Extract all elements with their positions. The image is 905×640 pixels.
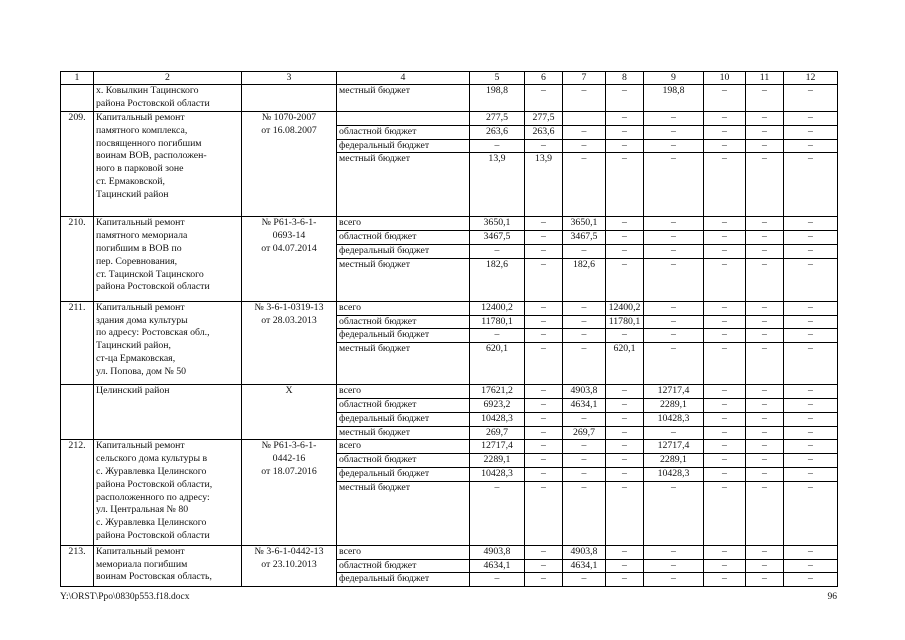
value-cell: – (525, 85, 563, 112)
row-number: 211. (61, 301, 94, 384)
value-cell: – (784, 440, 838, 454)
value-cell: – (746, 112, 784, 126)
value-cell: – (563, 301, 606, 315)
funding-source: федеральный бюджет (337, 573, 470, 587)
value-cell: – (746, 329, 784, 343)
value-cell: – (470, 329, 525, 343)
value-cell: – (746, 440, 784, 454)
document-ref: № Р61-3-6-1- 0442-16 от 18.07.2016 (242, 440, 337, 545)
object-name: Капитальный ремонт памятного комплекса, посвященного погибшим воинам ВОВ, расположен- ного в парковой зоне ст. Ермаковской, Тацинский район (94, 112, 242, 217)
value-cell: – (606, 125, 644, 139)
value-cell: 6923,2 (470, 398, 525, 412)
value-cell: – (563, 153, 606, 217)
value-cell: – (784, 343, 838, 385)
funding-source: всего (337, 440, 470, 454)
value-cell: – (606, 545, 644, 559)
value-cell: – (525, 301, 563, 315)
value-cell: – (644, 329, 704, 343)
value-cell: 263,6 (525, 125, 563, 139)
value-cell: – (644, 244, 704, 258)
row-number (61, 85, 94, 112)
row-number (61, 385, 94, 440)
value-cell: – (704, 545, 746, 559)
value-cell: – (704, 217, 746, 231)
value-cell: – (704, 153, 746, 217)
value-cell: – (746, 217, 784, 231)
value-cell: 4903,8 (563, 545, 606, 559)
value-cell: 3650,1 (470, 217, 525, 231)
value-cell: – (644, 343, 704, 385)
value-cell: – (525, 559, 563, 573)
value-cell: – (704, 426, 746, 440)
value-cell: – (606, 385, 644, 399)
value-cell: – (525, 315, 563, 329)
value-cell: 10428,3 (470, 412, 525, 426)
document-ref: № 3-6-1-0319-13 от 28.03.2013 (242, 301, 337, 384)
value-cell: – (644, 481, 704, 545)
value-cell: – (525, 258, 563, 301)
value-cell: – (746, 467, 784, 481)
value-cell: 10428,3 (644, 412, 704, 426)
value-cell: – (606, 329, 644, 343)
value-cell: – (784, 454, 838, 468)
value-cell: – (563, 125, 606, 139)
value-cell: – (746, 343, 784, 385)
document-ref: № 1070-2007 от 16.08.2007 (242, 112, 337, 217)
value-cell: – (563, 454, 606, 468)
value-cell: – (784, 412, 838, 426)
value-cell: – (746, 559, 784, 573)
funding-source: всего (337, 545, 470, 559)
value-cell: – (704, 385, 746, 399)
value-cell: – (606, 231, 644, 245)
value-cell: – (784, 217, 838, 231)
value-cell: 12717,4 (644, 440, 704, 454)
value-cell: – (746, 426, 784, 440)
col-header-7: 7 (563, 72, 606, 85)
value-cell: – (644, 301, 704, 315)
value-cell: – (784, 385, 838, 399)
value-cell: – (644, 153, 704, 217)
object-name: Капитальный ремонт сельского дома культуры в с. Журавлевка Целинского района Ростовской области, расположенного по адресу: ул. Центральная № 80 с. Журавлевка Целинского района Ростовской области (94, 440, 242, 545)
value-cell: 4634,1 (563, 559, 606, 573)
table-row (61, 301, 838, 315)
value-cell: 269,7 (563, 426, 606, 440)
value-cell: – (746, 412, 784, 426)
value-cell: 11780,1 (606, 315, 644, 329)
value-cell: – (525, 426, 563, 440)
value-cell: – (704, 112, 746, 126)
value-cell: 11780,1 (470, 315, 525, 329)
value-cell: – (606, 440, 644, 454)
value-cell: 4634,1 (470, 559, 525, 573)
value-cell: 182,6 (470, 258, 525, 301)
value-cell: – (746, 244, 784, 258)
value-cell: – (746, 315, 784, 329)
table-row (61, 440, 838, 454)
value-cell: – (704, 398, 746, 412)
value-cell: – (784, 545, 838, 559)
value-cell: 12717,4 (470, 440, 525, 454)
value-cell: – (784, 153, 838, 217)
col-header-12: 12 (784, 72, 838, 85)
value-cell: – (704, 454, 746, 468)
value-cell: – (704, 467, 746, 481)
value-cell: 13,9 (470, 153, 525, 217)
value-cell: – (704, 139, 746, 153)
col-header-3: 3 (242, 72, 337, 85)
funding-source: федеральный бюджет (337, 329, 470, 343)
value-cell: – (644, 559, 704, 573)
value-cell: – (606, 454, 644, 468)
table-row (61, 545, 838, 559)
table-row (61, 385, 838, 399)
value-cell: 620,1 (606, 343, 644, 385)
value-cell: – (746, 545, 784, 559)
value-cell: – (746, 301, 784, 315)
value-cell: 4634,1 (563, 398, 606, 412)
value-cell: 12717,4 (644, 385, 704, 399)
value-cell: – (644, 545, 704, 559)
document-ref: № Р61-3-6-1- 0693-14 от 04.07.2014 (242, 217, 337, 301)
value-cell: 620,1 (470, 343, 525, 385)
value-cell: – (644, 231, 704, 245)
value-cell: – (746, 398, 784, 412)
col-header-6: 6 (525, 72, 563, 85)
value-cell: – (525, 398, 563, 412)
value-cell: – (644, 112, 704, 126)
header-row (61, 72, 838, 85)
value-cell: – (784, 481, 838, 545)
value-cell: – (746, 573, 784, 587)
funding-source: местный бюджет (337, 426, 470, 440)
value-cell: – (644, 315, 704, 329)
value-cell: 182,6 (563, 258, 606, 301)
value-cell: 269,7 (470, 426, 525, 440)
col-header-4: 4 (337, 72, 470, 85)
value-cell: 12400,2 (470, 301, 525, 315)
value-cell: – (784, 559, 838, 573)
value-cell (563, 112, 606, 126)
value-cell: – (525, 385, 563, 399)
value-cell: – (704, 85, 746, 112)
value-cell: – (525, 545, 563, 559)
funding-source: федеральный бюджет (337, 139, 470, 153)
funding-source: областной бюджет (337, 454, 470, 468)
footer-file-path: Y:\ORST\Ppo\0830p553.f18.docx (60, 592, 190, 602)
value-cell: – (704, 412, 746, 426)
value-cell: – (784, 398, 838, 412)
value-cell: – (746, 125, 784, 139)
value-cell: – (784, 231, 838, 245)
value-cell: 3467,5 (563, 231, 606, 245)
value-cell: – (563, 440, 606, 454)
value-cell: 198,8 (470, 85, 525, 112)
value-cell: – (563, 481, 606, 545)
object-name: Капитальный ремонт здания дома культуры по адресу: Ростовская обл., Тацинский район, ст-ца Ермаковская, ул. Попова, дом № 50 (94, 301, 242, 384)
value-cell: 10428,3 (644, 467, 704, 481)
funding-source: федеральный бюджет (337, 467, 470, 481)
col-header-2: 2 (94, 72, 242, 85)
value-cell: – (470, 481, 525, 545)
value-cell: – (746, 454, 784, 468)
value-cell: – (606, 139, 644, 153)
value-cell: – (746, 385, 784, 399)
table-row (61, 85, 838, 112)
value-cell: – (644, 217, 704, 231)
value-cell: – (704, 573, 746, 587)
value-cell: 10428,3 (470, 467, 525, 481)
table-row (61, 217, 838, 231)
value-cell: – (525, 467, 563, 481)
funding-source: областной бюджет (337, 559, 470, 573)
value-cell: – (746, 481, 784, 545)
value-cell: – (784, 125, 838, 139)
col-header-9: 9 (644, 72, 704, 85)
value-cell: – (704, 244, 746, 258)
funding-source: всего (337, 385, 470, 399)
value-cell: – (784, 244, 838, 258)
col-header-10: 10 (704, 72, 746, 85)
value-cell: – (644, 125, 704, 139)
funding-source: областной бюджет (337, 315, 470, 329)
value-cell: 17621,2 (470, 385, 525, 399)
value-cell: – (644, 258, 704, 301)
page-number: 96 (827, 592, 837, 602)
object-name: Капитальный ремонт мемориала погибшим воинам Ростовская область, (94, 545, 242, 586)
value-cell: 198,8 (644, 85, 704, 112)
table-row (61, 112, 838, 126)
value-cell: – (644, 139, 704, 153)
value-cell: 2289,1 (644, 398, 704, 412)
col-header-5: 5 (470, 72, 525, 85)
funding-source: местный бюджет (337, 258, 470, 301)
value-cell: – (746, 231, 784, 245)
value-cell: – (606, 573, 644, 587)
value-cell: 12400,2 (606, 301, 644, 315)
value-cell: – (644, 426, 704, 440)
value-cell: – (784, 139, 838, 153)
value-cell: – (563, 412, 606, 426)
value-cell: – (606, 153, 644, 217)
funding-source: местный бюджет (337, 481, 470, 545)
value-cell: – (525, 440, 563, 454)
value-cell: – (606, 244, 644, 258)
value-cell: – (606, 112, 644, 126)
value-cell: – (525, 412, 563, 426)
value-cell: 4903,8 (563, 385, 606, 399)
budget-table (60, 71, 838, 587)
value-cell: – (644, 573, 704, 587)
value-cell: 277,5 (525, 112, 563, 126)
value-cell: – (563, 343, 606, 385)
value-cell: 263,6 (470, 125, 525, 139)
value-cell: 3650,1 (563, 217, 606, 231)
value-cell: – (606, 559, 644, 573)
col-header-11: 11 (746, 72, 784, 85)
value-cell: – (784, 329, 838, 343)
value-cell: – (470, 139, 525, 153)
funding-source: местный бюджет (337, 343, 470, 385)
value-cell: – (704, 440, 746, 454)
value-cell: – (563, 573, 606, 587)
value-cell: – (525, 454, 563, 468)
value-cell: – (606, 412, 644, 426)
object-name: х. Ковылкин Тацинского района Ростовской области (94, 85, 242, 112)
value-cell: 2289,1 (644, 454, 704, 468)
value-cell: – (606, 426, 644, 440)
document-ref (242, 85, 337, 112)
value-cell: 2289,1 (470, 454, 525, 468)
value-cell: – (704, 125, 746, 139)
col-header-1: 1 (61, 72, 94, 85)
value-cell: – (525, 481, 563, 545)
value-cell: 4903,8 (470, 545, 525, 559)
value-cell: – (606, 217, 644, 231)
value-cell: – (746, 153, 784, 217)
object-name: Целинский район (94, 385, 242, 440)
value-cell: – (606, 481, 644, 545)
value-cell: – (606, 467, 644, 481)
value-cell: – (704, 343, 746, 385)
value-cell: – (784, 426, 838, 440)
value-cell: – (563, 139, 606, 153)
value-cell: 277,5 (470, 112, 525, 126)
value-cell: – (784, 301, 838, 315)
funding-source: федеральный бюджет (337, 244, 470, 258)
funding-source: всего (337, 217, 470, 231)
value-cell: 13,9 (525, 153, 563, 217)
value-cell: – (704, 258, 746, 301)
document-ref: Х (242, 385, 337, 440)
value-cell: – (704, 231, 746, 245)
value-cell: – (525, 244, 563, 258)
value-cell: – (784, 85, 838, 112)
value-cell: – (784, 467, 838, 481)
value-cell: – (525, 573, 563, 587)
funding-source: федеральный бюджет (337, 412, 470, 426)
funding-source (337, 112, 470, 126)
value-cell: – (525, 217, 563, 231)
funding-source: областной бюджет (337, 398, 470, 412)
value-cell: – (525, 231, 563, 245)
value-cell: – (563, 315, 606, 329)
document-ref: № 3-6-1-0442-13 от 23.10.2013 (242, 545, 337, 586)
value-cell: – (470, 244, 525, 258)
value-cell: – (606, 398, 644, 412)
funding-source: местный бюджет (337, 153, 470, 217)
value-cell: – (606, 85, 644, 112)
funding-source: областной бюджет (337, 231, 470, 245)
value-cell: – (563, 467, 606, 481)
value-cell: – (784, 112, 838, 126)
value-cell: – (746, 258, 784, 301)
value-cell: – (704, 315, 746, 329)
row-number: 210. (61, 217, 94, 301)
value-cell: – (525, 139, 563, 153)
row-number: 209. (61, 112, 94, 217)
value-cell: – (784, 315, 838, 329)
value-cell: – (704, 301, 746, 315)
value-cell: – (784, 573, 838, 587)
col-header-8: 8 (606, 72, 644, 85)
value-cell: – (525, 343, 563, 385)
value-cell: – (784, 258, 838, 301)
funding-source: местный бюджет (337, 85, 470, 112)
value-cell: – (563, 244, 606, 258)
funding-source: всего (337, 301, 470, 315)
value-cell: – (563, 329, 606, 343)
value-cell: – (746, 139, 784, 153)
object-name: Капитальный ремонт памятного мемориала погибшим в ВОВ по пер. Соревнования, ст. Тацинской Тацинского района Ростовской области (94, 217, 242, 301)
value-cell: – (704, 481, 746, 545)
value-cell: – (525, 329, 563, 343)
row-number: 213. (61, 545, 94, 586)
value-cell: – (563, 85, 606, 112)
value-cell: – (746, 85, 784, 112)
funding-source: областной бюджет (337, 125, 470, 139)
value-cell: – (704, 559, 746, 573)
row-number: 212. (61, 440, 94, 545)
value-cell: – (470, 573, 525, 587)
value-cell: – (606, 258, 644, 301)
value-cell: 3467,5 (470, 231, 525, 245)
value-cell: – (704, 329, 746, 343)
